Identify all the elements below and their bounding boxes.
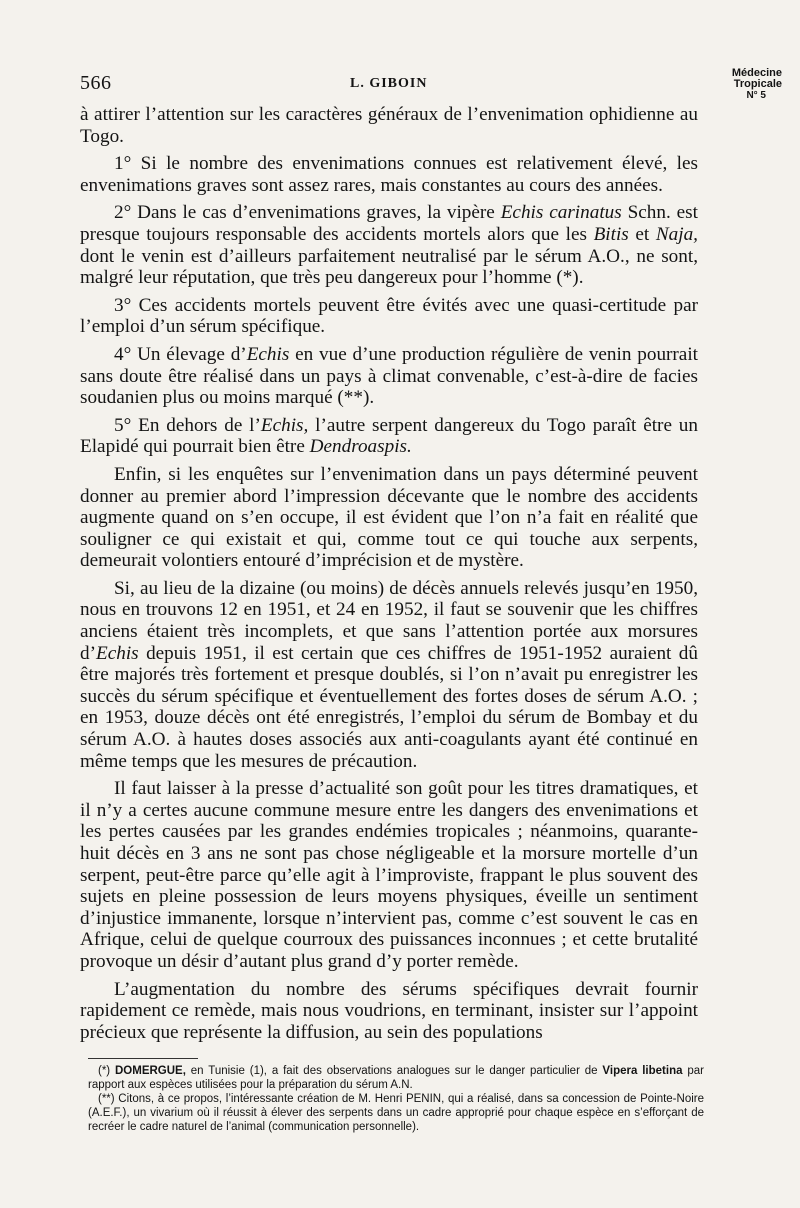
footnote-1 — [88, 1064, 704, 1092]
page-number: 566 — [80, 72, 112, 94]
text-span: dont le venin est d’ailleurs parfaitement neutralisé par le sérum A.O., ne sont, malgré leur réputation, que très peu dangereux pour l’homme (*). — [80, 245, 698, 289]
species-name: Bitis — [593, 223, 629, 245]
paragraph-3 — [80, 202, 698, 288]
text-span: depuis 1951, il est certain que ces chiffres de 1951-1952 auraient dû être majorés très fortement et presque doublés, si l’on n’avait pu enregistrer les succès du sérum spécifique et éventuellement des fortes doses de sérum A.O. ; en 1953, douze décès ont été enregistrés, l’emploi du sérum de Bombay et du sérum A.O. à hautes doses associés aux anti-coagulants ayant été continué en même temps que les mesures de précaution. — [80, 642, 698, 772]
paragraph-4: 3° Ces accidents mortels peuvent être évités avec une quasi-certitude par l’emploi d’un sérum spécifique. — [80, 294, 698, 338]
species-name: Echis, — [260, 414, 309, 436]
species-name: Vipera libetina — [602, 1065, 683, 1077]
text-span: l’autre serpent dangereux du Togo paraît être un Elapidé qui pourrait bien être — [80, 414, 698, 458]
text-span: 5° En dehors de l’ — [114, 414, 261, 436]
footnotes — [88, 1064, 704, 1134]
text-span: 4° Un élevage d’ — [114, 343, 247, 365]
running-author: L. GIBOIN — [350, 76, 428, 91]
text-span: par rapport aux espèces utilisées pour la préparation du sérum A.N. — [88, 1065, 704, 1091]
journal-name — [732, 68, 782, 101]
page-header — [80, 68, 782, 108]
footnote-divider — [88, 1058, 198, 1059]
species-name: Naja, — [655, 223, 698, 245]
body-text — [80, 104, 698, 1049]
text-span: 2° Dans le cas d’envenimations graves, la vipère — [114, 202, 501, 224]
journal-line-1: Médecine — [731, 67, 782, 79]
species-name: Echis — [246, 343, 290, 365]
footnote-2: (**) Citons, à ce propos, l’intéressante création de M. Henri PENIN, qui a réalisé, dans sa concession de Pointe-Noire (A.E.F.), un vivarium où il réussit à élever des serpents dans un cadre approprié pour chaque espèce en s’efforçant de recréer le cadre naturel de l’animal (communication personnelle). — [88, 1093, 704, 1133]
paragraph-9: Il faut laisser à la presse d’actualité son goût pour les titres dramatiques, et il n’y a certes aucune commune mesure entre les dangers des envenimations et les pertes causées par les grandes endémies tropicales ; néanmoins, quarante-huit décès en 3 ans ne sont pas chose négligeable et la morsure mortelle d’un serpent, peut-être parce qu’elle agit à l’improviste, frappant le plus souvent des sujets en pleine possession de leurs moyens physiques, éveille un sentiment d’injustice immanente, lorsque n’intervient pas, comme c’est souvent le cas en Afrique, celui de quelque courroux des puissances inconnues ; et cette brutalité provoque un désir d’autant plus grand d’y porter remède. — [80, 778, 698, 972]
cited-author: DOMERGUE, — [115, 1065, 186, 1077]
text-span: en vue d’une production régulière de venin pourrait sans doute être réalisé dans un pays à climat convenable, c’est-à-dire de facies soudanien plus ou moins marqué (**). — [80, 343, 698, 409]
footnote-marker: (*) — [98, 1065, 115, 1077]
species-name: Echis carinatus — [500, 202, 622, 224]
paragraph-10: L’augmentation du nombre des sérums spécifiques devrait fournir rapidement ce remède, mais nous voudrions, en terminant, insister sur l’appoint précieux que représente la diffusion, au sein des populations — [80, 978, 698, 1043]
text-span: et — [628, 223, 656, 245]
text-span: Si, au lieu de la dizaine (ou moins) de décès annuels relevés jusqu’en 1950, nous en trouvons 12 en 1951, et 24 en 1952, il faut se souvenir que les chiffres anciens étaient très incomplets, et que sans l’attention portée aux morsures d’ — [80, 577, 698, 664]
paragraph-1: à attirer l’attention sur les caractères généraux de l’envenimation ophidienne au Togo. — [80, 104, 698, 147]
species-name: Echis — [95, 642, 139, 664]
paragraph-7: Enfin, si les enquêtes sur l’envenimation dans un pays déterminé peuvent donner au premier abord l’impression décevante que le nombre des accidents augmente quand on s’en occupe, il est évident que l’on n’a fait en réalité que souligner ce qui existait et qui, comme tout ce qui touche aux serpents, demeurait volontiers entouré d’imprécision et de mystère. — [80, 463, 698, 572]
journal-issue: N° 5 — [746, 90, 766, 101]
text-span: en Tunisie (1), a fait des observations analogues sur le danger particulier de — [185, 1065, 603, 1077]
paragraph-2: 1° Si le nombre des envenimations connues est relativement élevé, les envenimations graves sont assez rares, mais constantes au cours des années. — [80, 153, 698, 196]
paragraph-5 — [80, 344, 698, 409]
paragraph-8 — [80, 578, 698, 772]
journal-line-2: Tropicale — [733, 78, 782, 90]
species-name: Dendroaspis. — [309, 436, 412, 458]
text-span: Schn. est presque toujours responsable des accidents mortels alors que les — [80, 202, 698, 245]
paragraph-6 — [80, 415, 698, 458]
